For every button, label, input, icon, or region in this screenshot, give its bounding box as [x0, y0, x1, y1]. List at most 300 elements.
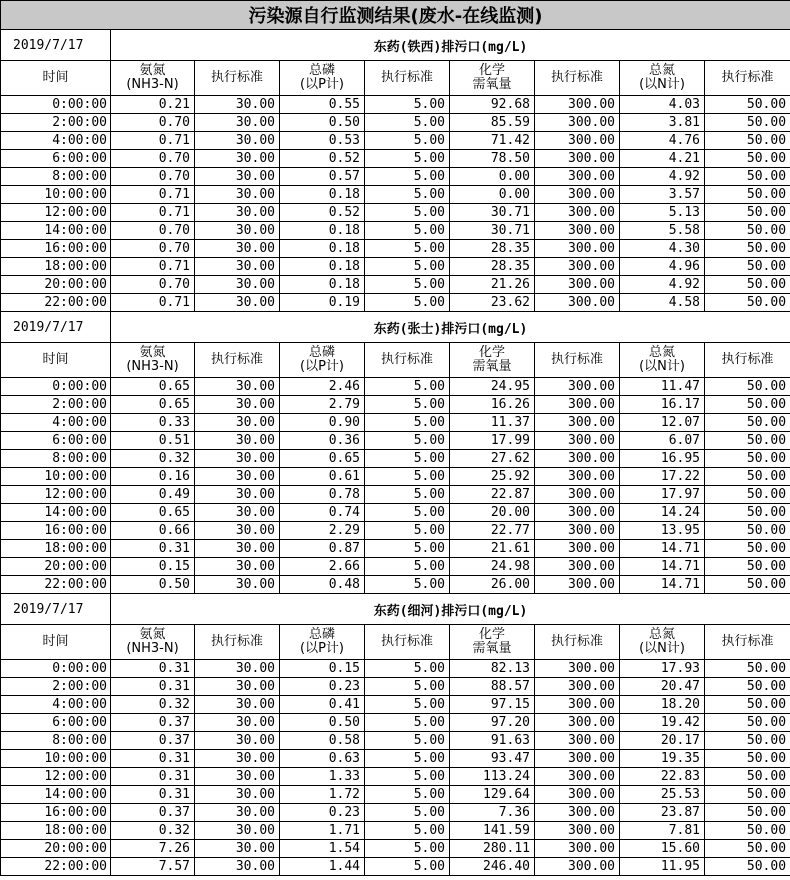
- table-row: [1, 294, 790, 312]
- cell-ammonia-standard: 30.00: [195, 222, 280, 240]
- cell-nitrogen-standard: 50.00: [705, 204, 790, 222]
- cell-total-nitrogen: 4.92: [620, 276, 705, 294]
- cell-cod: 85.59: [450, 114, 535, 132]
- column-header-sublabel: (以P计): [300, 641, 344, 656]
- cell-phosphorus-standard: 5.00: [365, 450, 450, 468]
- cell-cod: 7.36: [450, 804, 535, 822]
- cell-cod: 28.35: [450, 258, 535, 276]
- cell-nitrogen-standard: 50.00: [705, 678, 790, 696]
- cell-total-phosphorus: 0.63: [280, 750, 365, 768]
- cell-total-phosphorus: 1.54: [280, 840, 365, 858]
- cell-ammonia-standard: 30.00: [195, 378, 280, 396]
- column-header-sublabel: (NH3-N): [126, 77, 179, 92]
- cell-ammonia-nitrogen: 0.51: [111, 432, 195, 450]
- cell-total-nitrogen: 11.47: [620, 378, 705, 396]
- cell-total-nitrogen: 17.97: [620, 486, 705, 504]
- cell-time: 4:00:00: [1, 132, 111, 150]
- cell-ammonia-nitrogen: 0.71: [111, 258, 195, 276]
- cell-total-nitrogen: 16.95: [620, 450, 705, 468]
- cell-cod: 21.26: [450, 276, 535, 294]
- cell-total-nitrogen: 5.58: [620, 222, 705, 240]
- cell-nitrogen-standard: 50.00: [705, 660, 790, 678]
- cell-total-nitrogen: 25.53: [620, 786, 705, 804]
- cell-total-phosphorus: 0.50: [280, 714, 365, 732]
- cell-total-phosphorus: 0.48: [280, 576, 365, 594]
- cell-nitrogen-standard: 50.00: [705, 804, 790, 822]
- column-header-label: 执行标准: [380, 352, 433, 367]
- cell-cod: 26.00: [450, 576, 535, 594]
- cell-total-nitrogen: 4.92: [620, 168, 705, 186]
- cell-total-nitrogen: 6.07: [620, 432, 705, 450]
- cell-ammonia-standard: 30.00: [195, 150, 280, 168]
- cell-ammonia-standard: 30.00: [195, 396, 280, 414]
- cell-cod-standard: 300.00: [535, 150, 620, 168]
- cell-ammonia-nitrogen: 0.31: [111, 750, 195, 768]
- cell-nitrogen-standard: 50.00: [705, 396, 790, 414]
- table-row: [1, 678, 790, 696]
- cell-time: 12:00:00: [1, 204, 111, 222]
- table-row: [1, 522, 790, 540]
- cell-cod-standard: 300.00: [535, 786, 620, 804]
- page-title: 污染源自行监测结果(废水-在线监测): [1, 1, 790, 30]
- cell-total-phosphorus: 0.52: [280, 204, 365, 222]
- cell-total-phosphorus: 0.57: [280, 168, 365, 186]
- cell-total-phosphorus: 0.23: [280, 804, 365, 822]
- column-header-label: 执行标准: [210, 352, 263, 367]
- cell-nitrogen-standard: 50.00: [705, 276, 790, 294]
- cell-phosphorus-standard: 5.00: [365, 150, 450, 168]
- cell-ammonia-standard: 30.00: [195, 768, 280, 786]
- cell-ammonia-standard: 30.00: [195, 240, 280, 258]
- cell-cod: 22.77: [450, 522, 535, 540]
- cell-cod: 20.00: [450, 504, 535, 522]
- cell-cod-standard: 300.00: [535, 822, 620, 840]
- table-row: [1, 468, 790, 486]
- cell-total-phosphorus: 0.58: [280, 732, 365, 750]
- cell-ammonia-standard: 30.00: [195, 732, 280, 750]
- cell-time: 14:00:00: [1, 786, 111, 804]
- cell-ammonia-nitrogen: 0.32: [111, 450, 195, 468]
- cell-cod-standard: 300.00: [535, 378, 620, 396]
- table-row: [1, 804, 790, 822]
- cell-phosphorus-standard: 5.00: [365, 294, 450, 312]
- cell-time: 6:00:00: [1, 714, 111, 732]
- cell-ammonia-standard: 30.00: [195, 504, 280, 522]
- cell-nitrogen-standard: 50.00: [705, 186, 790, 204]
- section-date: 2019/7/17: [1, 312, 111, 343]
- cell-phosphorus-standard: 5.00: [365, 522, 450, 540]
- column-header-label: 执行标准: [380, 70, 433, 85]
- cell-nitrogen-standard: 50.00: [705, 132, 790, 150]
- cell-phosphorus-standard: 5.00: [365, 132, 450, 150]
- cell-nitrogen-standard: 50.00: [705, 468, 790, 486]
- cell-time: 0:00:00: [1, 96, 111, 114]
- table-row: [1, 414, 790, 432]
- cell-total-nitrogen: 16.17: [620, 396, 705, 414]
- cell-ammonia-nitrogen: 0.70: [111, 114, 195, 132]
- cell-ammonia-nitrogen: 0.32: [111, 696, 195, 714]
- cell-nitrogen-standard: 50.00: [705, 822, 790, 840]
- column-header-sublabel: (NH3-N): [126, 641, 179, 656]
- column-header-label: 化学: [478, 63, 505, 78]
- cell-nitrogen-standard: 50.00: [705, 96, 790, 114]
- cell-nitrogen-standard: 50.00: [705, 558, 790, 576]
- cell-nitrogen-standard: 50.00: [705, 768, 790, 786]
- table-row: [1, 186, 790, 204]
- cell-time: 16:00:00: [1, 804, 111, 822]
- column-header-time: [1, 61, 111, 96]
- cell-nitrogen-standard: 50.00: [705, 522, 790, 540]
- table-row: [1, 768, 790, 786]
- table-row: [1, 396, 790, 414]
- table-row: [1, 258, 790, 276]
- cell-ammonia-standard: 30.00: [195, 858, 280, 876]
- cell-ammonia-standard: 30.00: [195, 294, 280, 312]
- section-date: 2019/7/17: [1, 594, 111, 625]
- table-row: [1, 114, 790, 132]
- table-row: [1, 660, 790, 678]
- cell-cod: 91.63: [450, 732, 535, 750]
- table-row: [1, 150, 790, 168]
- cell-nitrogen-standard: 50.00: [705, 504, 790, 522]
- cell-total-nitrogen: 4.76: [620, 132, 705, 150]
- column-header-ammonia-nitrogen: [111, 61, 195, 96]
- cell-nitrogen-standard: 50.00: [705, 114, 790, 132]
- table-row: [1, 750, 790, 768]
- cell-total-phosphorus: 1.72: [280, 786, 365, 804]
- cell-total-phosphorus: 0.55: [280, 96, 365, 114]
- cell-ammonia-standard: 30.00: [195, 450, 280, 468]
- column-header-ammonia-nitrogen: [111, 625, 195, 660]
- cell-cod: 30.71: [450, 222, 535, 240]
- column-header-total-nitrogen: [620, 61, 705, 96]
- cell-cod: 82.13: [450, 660, 535, 678]
- cell-nitrogen-standard: 50.00: [705, 750, 790, 768]
- cell-cod: 24.98: [450, 558, 535, 576]
- section-date: 2019/7/17: [1, 30, 111, 61]
- cell-ammonia-nitrogen: 0.71: [111, 204, 195, 222]
- cell-total-nitrogen: 7.81: [620, 822, 705, 840]
- column-header-label: 化学: [478, 345, 505, 360]
- cell-total-nitrogen: 14.71: [620, 540, 705, 558]
- column-header-time: [1, 343, 111, 378]
- cell-ammonia-standard: 30.00: [195, 696, 280, 714]
- cell-phosphorus-standard: 5.00: [365, 258, 450, 276]
- cell-time: 22:00:00: [1, 294, 111, 312]
- cell-cod-standard: 300.00: [535, 396, 620, 414]
- cell-time: 2:00:00: [1, 678, 111, 696]
- column-header-label: 执行标准: [721, 70, 774, 85]
- cell-phosphorus-standard: 5.00: [365, 186, 450, 204]
- cell-nitrogen-standard: 50.00: [705, 378, 790, 396]
- cell-cod-standard: 300.00: [535, 576, 620, 594]
- cell-cod: 23.62: [450, 294, 535, 312]
- cell-time: 4:00:00: [1, 696, 111, 714]
- cell-cod-standard: 300.00: [535, 276, 620, 294]
- cell-cod: 141.59: [450, 822, 535, 840]
- column-header-total-phosphorus: [280, 61, 365, 96]
- cell-ammonia-nitrogen: 0.15: [111, 558, 195, 576]
- cell-cod: 28.35: [450, 240, 535, 258]
- column-header-nitrogen-standard: [705, 61, 790, 96]
- cell-nitrogen-standard: 50.00: [705, 840, 790, 858]
- cell-cod-standard: 300.00: [535, 678, 620, 696]
- cell-ammonia-nitrogen: 0.31: [111, 540, 195, 558]
- cell-ammonia-nitrogen: 0.50: [111, 576, 195, 594]
- cell-ammonia-nitrogen: 0.21: [111, 96, 195, 114]
- cell-ammonia-nitrogen: 7.26: [111, 840, 195, 858]
- cell-cod: 11.37: [450, 414, 535, 432]
- cell-cod: 21.61: [450, 540, 535, 558]
- cell-cod-standard: 300.00: [535, 732, 620, 750]
- column-header-label: 总氮: [648, 63, 675, 78]
- cell-total-nitrogen: 5.13: [620, 204, 705, 222]
- column-header-ammonia-standard: [195, 625, 280, 660]
- cell-ammonia-nitrogen: 0.31: [111, 768, 195, 786]
- cell-nitrogen-standard: 50.00: [705, 786, 790, 804]
- cell-cod-standard: 300.00: [535, 504, 620, 522]
- cell-time: 20:00:00: [1, 840, 111, 858]
- cell-total-nitrogen: 22.83: [620, 768, 705, 786]
- section-header-row: [1, 312, 790, 343]
- cell-cod-standard: 300.00: [535, 558, 620, 576]
- column-header-phosphorus-standard: [365, 343, 450, 378]
- cell-ammonia-nitrogen: 0.70: [111, 222, 195, 240]
- cell-total-phosphorus: 0.50: [280, 114, 365, 132]
- column-header-sublabel: (以N计): [639, 359, 685, 374]
- cell-total-nitrogen: 20.17: [620, 732, 705, 750]
- cell-time: 12:00:00: [1, 768, 111, 786]
- cell-cod: 97.20: [450, 714, 535, 732]
- cell-total-phosphorus: 0.87: [280, 540, 365, 558]
- cell-phosphorus-standard: 5.00: [365, 558, 450, 576]
- column-header-row: [1, 625, 790, 660]
- cell-time: 10:00:00: [1, 750, 111, 768]
- column-header-label: 执行标准: [210, 634, 263, 649]
- cell-ammonia-standard: 30.00: [195, 750, 280, 768]
- column-header-sublabel: 需氧量: [472, 77, 512, 92]
- cell-phosphorus-standard: 5.00: [365, 432, 450, 450]
- cell-total-nitrogen: 17.22: [620, 468, 705, 486]
- cell-time: 8:00:00: [1, 732, 111, 750]
- cell-time: 6:00:00: [1, 150, 111, 168]
- cell-total-nitrogen: 11.95: [620, 858, 705, 876]
- table-row: [1, 96, 790, 114]
- cell-total-phosphorus: 2.79: [280, 396, 365, 414]
- cell-nitrogen-standard: 50.00: [705, 294, 790, 312]
- cell-ammonia-standard: 30.00: [195, 96, 280, 114]
- cell-cod-standard: 300.00: [535, 768, 620, 786]
- cell-cod: 92.68: [450, 96, 535, 114]
- cell-cod-standard: 300.00: [535, 414, 620, 432]
- cell-total-phosphorus: 0.53: [280, 132, 365, 150]
- column-header-label: 执行标准: [721, 352, 774, 367]
- cell-total-phosphorus: 0.15: [280, 660, 365, 678]
- column-header-time: [1, 625, 111, 660]
- column-header-label: 执行标准: [550, 70, 603, 85]
- cell-total-phosphorus: 0.36: [280, 432, 365, 450]
- cell-phosphorus-standard: 5.00: [365, 204, 450, 222]
- cell-total-nitrogen: 4.21: [620, 150, 705, 168]
- cell-time: 18:00:00: [1, 258, 111, 276]
- cell-phosphorus-standard: 5.00: [365, 822, 450, 840]
- cell-cod: 71.42: [450, 132, 535, 150]
- cell-nitrogen-standard: 50.00: [705, 414, 790, 432]
- cell-time: 16:00:00: [1, 240, 111, 258]
- cell-nitrogen-standard: 50.00: [705, 222, 790, 240]
- cell-time: 18:00:00: [1, 822, 111, 840]
- cell-cod-standard: 300.00: [535, 132, 620, 150]
- cell-phosphorus-standard: 5.00: [365, 222, 450, 240]
- cell-ammonia-nitrogen: 0.70: [111, 150, 195, 168]
- cell-nitrogen-standard: 50.00: [705, 540, 790, 558]
- cell-total-nitrogen: 12.07: [620, 414, 705, 432]
- column-header-ammonia-standard: [195, 343, 280, 378]
- cell-ammonia-nitrogen: 0.33: [111, 414, 195, 432]
- cell-cod-standard: 300.00: [535, 96, 620, 114]
- cell-phosphorus-standard: 5.00: [365, 486, 450, 504]
- cell-ammonia-nitrogen: 0.31: [111, 678, 195, 696]
- column-header-total-nitrogen: [620, 625, 705, 660]
- cell-phosphorus-standard: 5.00: [365, 696, 450, 714]
- cell-cod-standard: 300.00: [535, 840, 620, 858]
- cell-time: 14:00:00: [1, 504, 111, 522]
- cell-total-phosphorus: 2.29: [280, 522, 365, 540]
- cell-ammonia-nitrogen: 0.70: [111, 240, 195, 258]
- cell-phosphorus-standard: 5.00: [365, 660, 450, 678]
- cell-ammonia-standard: 30.00: [195, 840, 280, 858]
- cell-ammonia-standard: 30.00: [195, 186, 280, 204]
- section-header-row: [1, 594, 790, 625]
- cell-nitrogen-standard: 50.00: [705, 168, 790, 186]
- cell-total-nitrogen: 3.57: [620, 186, 705, 204]
- cell-ammonia-nitrogen: 0.37: [111, 714, 195, 732]
- cell-ammonia-standard: 30.00: [195, 468, 280, 486]
- cell-time: 8:00:00: [1, 168, 111, 186]
- cell-total-phosphorus: 1.71: [280, 822, 365, 840]
- cell-time: 12:00:00: [1, 486, 111, 504]
- cell-total-phosphorus: 2.66: [280, 558, 365, 576]
- column-header-sublabel: 需氧量: [472, 359, 512, 374]
- column-header-label: 总氮: [648, 627, 675, 642]
- column-header-cod-standard: [535, 343, 620, 378]
- column-header-phosphorus-standard: [365, 61, 450, 96]
- table-row: [1, 576, 790, 594]
- cell-ammonia-nitrogen: 0.49: [111, 486, 195, 504]
- column-header-ammonia-nitrogen: [111, 343, 195, 378]
- cell-cod-standard: 300.00: [535, 660, 620, 678]
- cell-total-nitrogen: 13.95: [620, 522, 705, 540]
- cell-total-phosphorus: 1.33: [280, 768, 365, 786]
- cell-nitrogen-standard: 50.00: [705, 714, 790, 732]
- cell-cod: 280.11: [450, 840, 535, 858]
- column-header-cod-standard: [535, 61, 620, 96]
- cell-phosphorus-standard: 5.00: [365, 750, 450, 768]
- cell-cod: 16.26: [450, 396, 535, 414]
- column-header-sublabel: (以P计): [300, 359, 344, 374]
- cell-time: 8:00:00: [1, 450, 111, 468]
- cell-total-phosphorus: 0.90: [280, 414, 365, 432]
- cell-phosphorus-standard: 5.00: [365, 504, 450, 522]
- cell-cod-standard: 300.00: [535, 204, 620, 222]
- section-header-row: [1, 30, 790, 61]
- column-header-row: [1, 61, 790, 96]
- column-header-label: 执行标准: [210, 70, 263, 85]
- cell-phosphorus-standard: 5.00: [365, 714, 450, 732]
- section-title: 东药(细河)排污口(mg/L): [111, 594, 790, 625]
- table-row: [1, 450, 790, 468]
- cell-ammonia-nitrogen: 0.31: [111, 660, 195, 678]
- cell-ammonia-standard: 30.00: [195, 660, 280, 678]
- cell-time: 22:00:00: [1, 576, 111, 594]
- table-row: [1, 168, 790, 186]
- column-header-label: 执行标准: [721, 634, 774, 649]
- cell-ammonia-standard: 30.00: [195, 432, 280, 450]
- cell-ammonia-nitrogen: 0.66: [111, 522, 195, 540]
- cell-phosphorus-standard: 5.00: [365, 276, 450, 294]
- cell-nitrogen-standard: 50.00: [705, 858, 790, 876]
- cell-total-nitrogen: 4.96: [620, 258, 705, 276]
- column-header-label: 氨氮: [139, 63, 166, 78]
- cell-time: 20:00:00: [1, 558, 111, 576]
- cell-total-phosphorus: 0.74: [280, 504, 365, 522]
- column-header-label: 总氮: [648, 345, 675, 360]
- cell-ammonia-standard: 30.00: [195, 276, 280, 294]
- column-header-phosphorus-standard: [365, 625, 450, 660]
- cell-cod-standard: 300.00: [535, 240, 620, 258]
- cell-total-nitrogen: 4.58: [620, 294, 705, 312]
- cell-phosphorus-standard: 5.00: [365, 414, 450, 432]
- column-header-nitrogen-standard: [705, 343, 790, 378]
- table-row: [1, 204, 790, 222]
- cell-cod-standard: 300.00: [535, 432, 620, 450]
- cell-cod-standard: 300.00: [535, 486, 620, 504]
- cell-cod-standard: 300.00: [535, 468, 620, 486]
- table-row: [1, 432, 790, 450]
- cell-cod: 27.62: [450, 450, 535, 468]
- cell-ammonia-standard: 30.00: [195, 114, 280, 132]
- cell-ammonia-nitrogen: 0.31: [111, 786, 195, 804]
- cell-cod-standard: 300.00: [535, 858, 620, 876]
- cell-ammonia-standard: 30.00: [195, 786, 280, 804]
- cell-phosphorus-standard: 5.00: [365, 768, 450, 786]
- cell-phosphorus-standard: 5.00: [365, 786, 450, 804]
- table-body: [1, 1, 790, 876]
- cell-ammonia-standard: 30.00: [195, 714, 280, 732]
- cell-ammonia-nitrogen: 0.37: [111, 804, 195, 822]
- cell-cod: 24.95: [450, 378, 535, 396]
- cell-time: 10:00:00: [1, 186, 111, 204]
- cell-ammonia-nitrogen: 0.71: [111, 132, 195, 150]
- cell-total-phosphorus: 0.41: [280, 696, 365, 714]
- cell-phosphorus-standard: 5.00: [365, 858, 450, 876]
- table-row: [1, 276, 790, 294]
- cell-cod-standard: 300.00: [535, 186, 620, 204]
- cell-total-nitrogen: 18.20: [620, 696, 705, 714]
- cell-cod-standard: 300.00: [535, 750, 620, 768]
- cell-ammonia-nitrogen: 0.65: [111, 396, 195, 414]
- cell-ammonia-standard: 30.00: [195, 486, 280, 504]
- column-header-label: 执行标准: [380, 634, 433, 649]
- column-header-label: 氨氮: [139, 345, 166, 360]
- table-row: [1, 378, 790, 396]
- cell-cod: 17.99: [450, 432, 535, 450]
- column-header-cod: [450, 61, 535, 96]
- column-header-sublabel: (以N计): [639, 77, 685, 92]
- cell-nitrogen-standard: 50.00: [705, 258, 790, 276]
- cell-cod-standard: 300.00: [535, 714, 620, 732]
- section-title: 东药(张士)排污口(mg/L): [111, 312, 790, 343]
